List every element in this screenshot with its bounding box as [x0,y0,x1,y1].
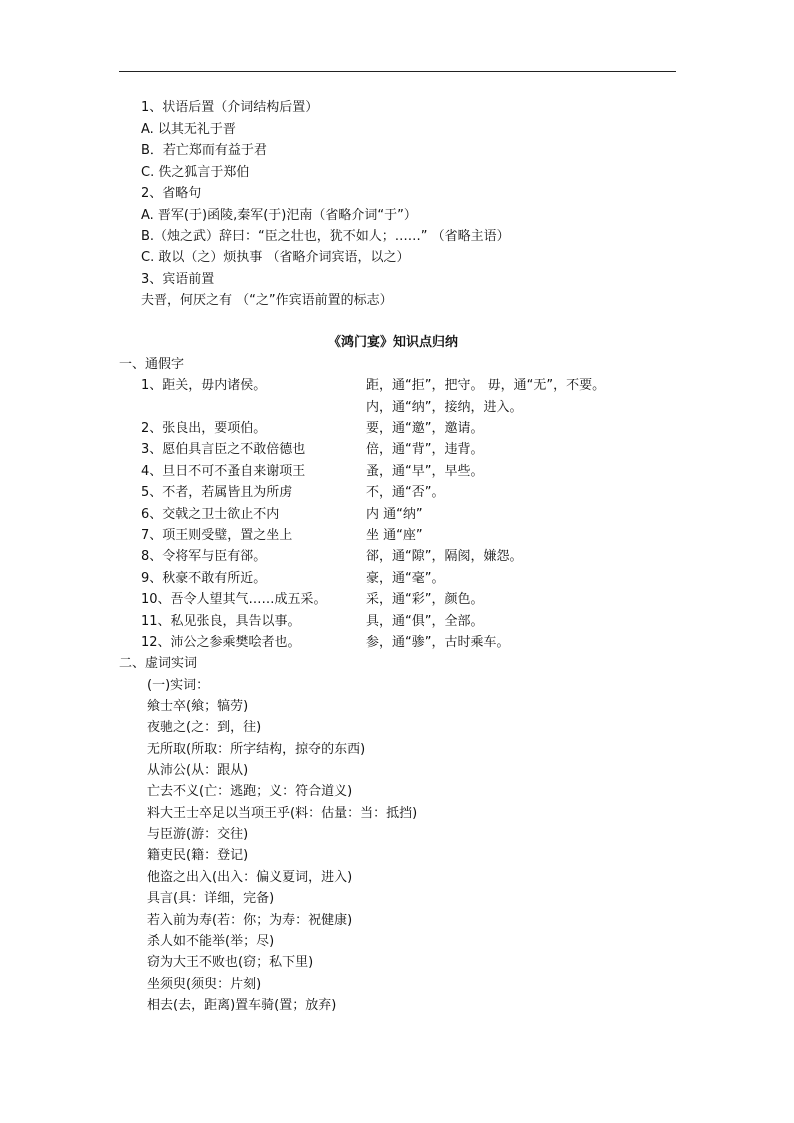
tongjia-phrase: 6、交戟之卫士欲止不内 [141,507,280,522]
section-heading: 二、虚词实词 [119,656,198,671]
text-line: 1、状语后置（介词结构后置） [141,100,319,115]
tongjia-explanation: 坐 通“座” [366,528,423,543]
tongjia-phrase: 3、愿伯具言臣之不敢倍德也 [141,442,306,457]
tongjia-phrase: 5、不者，若属皆且为所虏 [141,485,293,500]
tongjia-phrase: 7、项王则受璧，置之坐上 [141,528,293,543]
tongjia-phrase: 1、距关，毋内诸侯。 [141,378,267,393]
tongjia-explanation: 倍，通“背”，违背。 [366,442,484,457]
shici-item: 相去(去，距离)置车骑(置；放弃) [147,998,337,1013]
tongjia-phrase: 8、令将军与臣有郤。 [141,549,267,564]
tongjia-phrase: 9、秋豪不敢有所近。 [141,571,267,586]
shici-item: 若入前为寿(若：你；为寿：祝健康) [147,913,353,928]
text-line: C. 敢以（之）烦执事 （省略介词宾语，以之） [141,250,410,265]
tongjia-phrase: 4、旦日不可不蚤自来谢项王 [141,464,306,479]
shici-item: 籍吏民(籍：登记) [147,848,249,863]
shici-item: 与臣游(游：交往) [147,827,249,842]
text-line: B.（烛之武）辞曰：“臣之壮也，犹不如人；……” （省略主语） [141,229,510,244]
shici-item: 料大王士卒足以当项王乎(料：估量：当：抵挡) [147,806,418,821]
shici-item: 窃为大王不败也(窃；私下里) [147,955,314,970]
text-line: 夫晋，何厌之有 （“之”作宾语前置的标志） [141,293,393,308]
tongjia-phrase: 2、张良出，要项伯。 [141,421,267,436]
tongjia-explanation: 不，通“否”。 [366,485,445,500]
tongjia-explanation: 内 通“纳” [366,507,423,522]
shici-item: 夜驰之(之：到，往) [147,720,262,735]
tongjia-explanation: 参，通“骖”，古时乘车。 [366,635,510,650]
document-title: 《鸿门宴》知识点归纳 [328,335,459,350]
tongjia-explanation: 具，通“俱”，全部。 [366,614,484,629]
text-line: A. 晋军(于)函陵,秦军(于)汜南（省略介词“于”） [141,208,417,223]
tongjia-phrase: 10、吾令人望其气……成五采。 [141,592,327,607]
text-line: C. 佚之狐言于郑伯 [141,165,250,180]
tongjia-explanation: 蚤，通“早”，早些。 [366,464,484,479]
shici-item: 具言(具：详细，完备) [147,891,275,906]
text-line: B．若亡郑而有益于君 [141,143,267,158]
tongjia-explanation: 郤，通“隙”，隔阂，嫌怨。 [366,549,523,564]
text-line: 3、宾语前置 [141,272,215,287]
shici-item: 他盗之出入(出入：偏义夏词，进入) [147,870,353,885]
text-line: A. 以其无礼于晋 [141,122,236,137]
shici-item: 从沛公(从：跟从) [147,763,249,778]
tongjia-phrase: 12、沛公之参乘樊哙者也。 [141,635,301,650]
shici-item: 飨士卒(飨；犒劳) [147,699,249,714]
tongjia-explanation: 内，通“纳”，接纳，进入。 [366,400,523,415]
section-heading: 一、通假字 [119,357,185,372]
sub-heading: (一)实词： [147,678,210,693]
shici-item: 无所取(所取：所字结构，掠夺的东西) [147,742,366,757]
tongjia-phrase: 11、私见张良，具告以事。 [141,614,301,629]
tongjia-explanation: 豪，通“毫”。 [366,571,445,586]
shici-item: 坐须臾(须臾：片刻) [147,977,262,992]
tongjia-explanation: 要，通“邀”，邀请。 [366,421,484,436]
tongjia-explanation: 采，通“彩”，颜色。 [366,592,484,607]
shici-item: 亡去不义(亡：逃跑；义：符合道义) [147,784,353,799]
header-rule [119,71,676,72]
tongjia-explanation: 距，通“拒”，把守。 毋，通“无”，不要。 [366,378,606,393]
shici-item: 杀人如不能举(举；尽) [147,934,275,949]
text-line: 2、省略句 [141,186,202,201]
